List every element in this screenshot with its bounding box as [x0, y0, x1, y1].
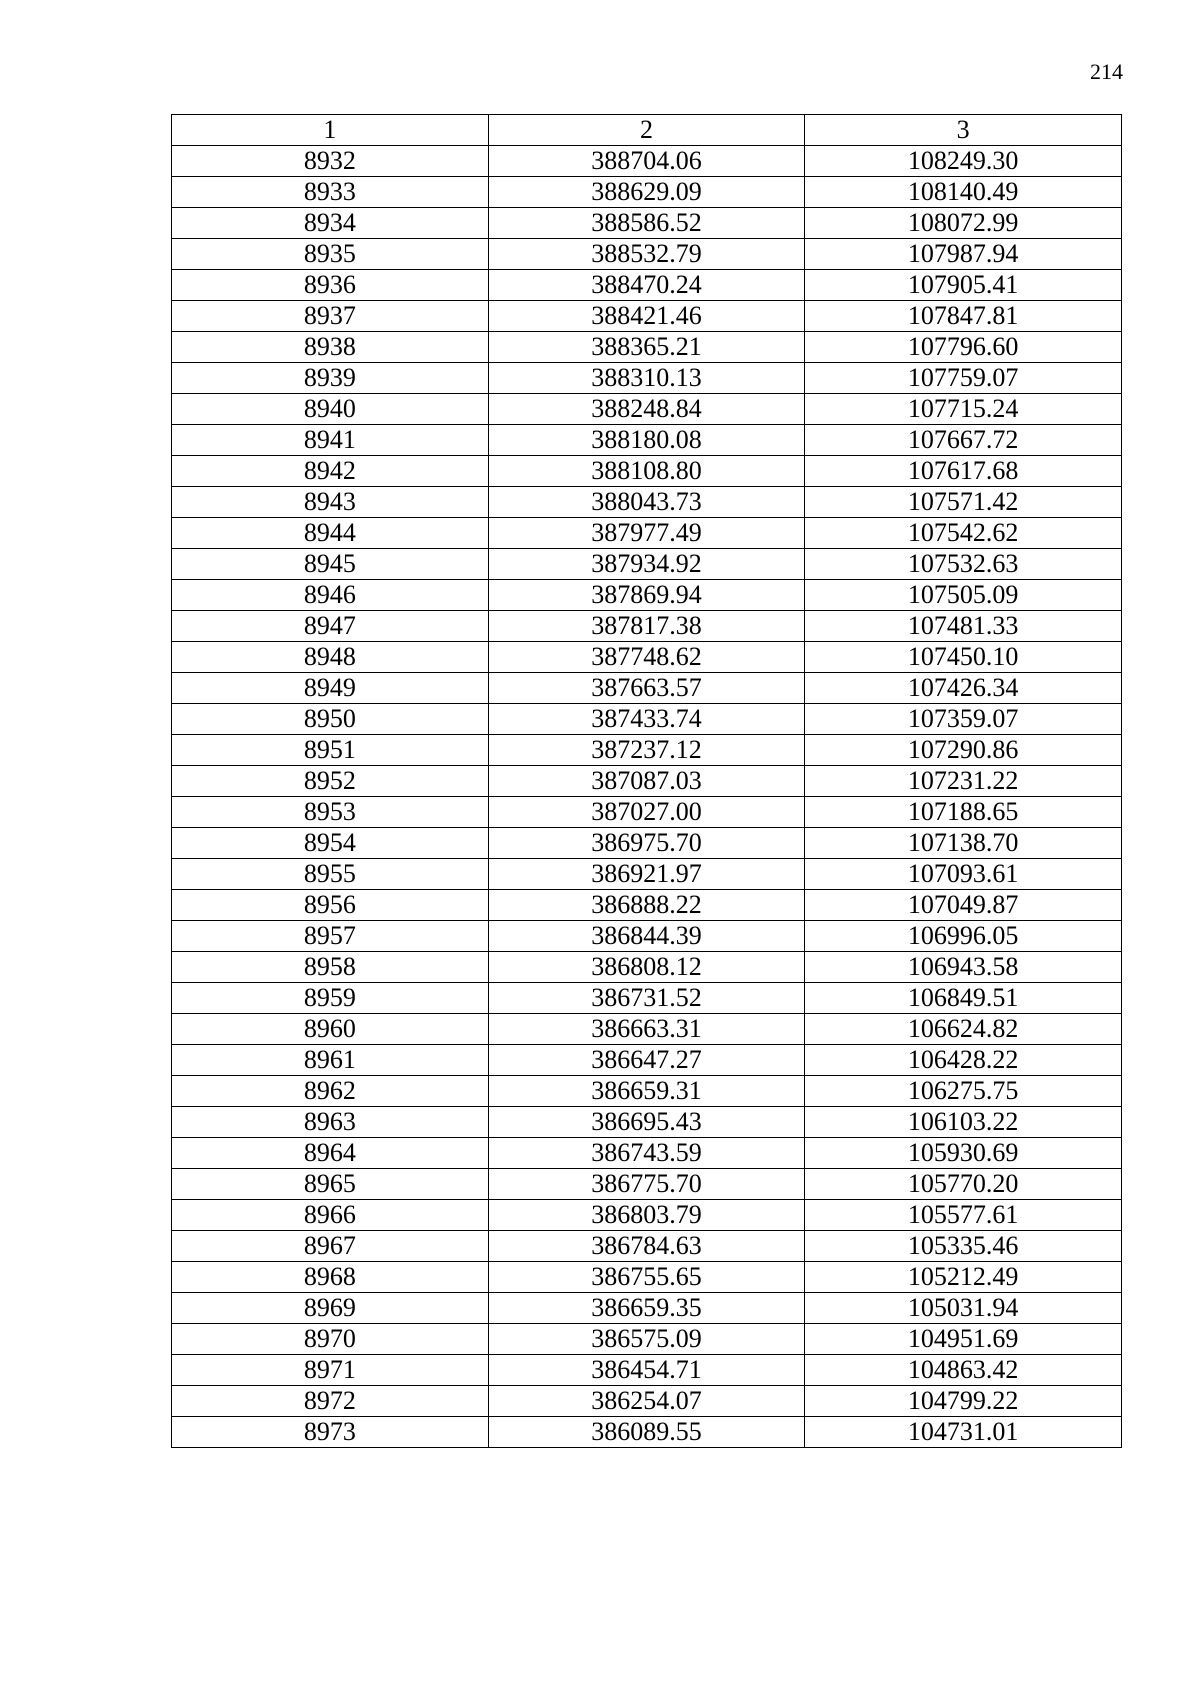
point-number-cell: 8966: [172, 1200, 489, 1231]
x-coordinate-cell: 388421.46: [488, 301, 805, 332]
point-number-cell: 8946: [172, 580, 489, 611]
x-coordinate-cell: 386775.70: [488, 1169, 805, 1200]
x-coordinate-cell: 388704.06: [488, 146, 805, 177]
table-row: [172, 704, 1122, 735]
table-row: [172, 890, 1122, 921]
x-coordinate-cell: 387748.62: [488, 642, 805, 673]
point-number-cell: 8933: [172, 177, 489, 208]
table-header: [172, 115, 1122, 146]
x-coordinate-cell: 386663.31: [488, 1014, 805, 1045]
table-row: [172, 673, 1122, 704]
y-coordinate-cell: 106849.51: [805, 983, 1122, 1014]
x-coordinate-cell: 386755.65: [488, 1262, 805, 1293]
table-row: [172, 859, 1122, 890]
x-coordinate-cell: 388180.08: [488, 425, 805, 456]
point-number-cell: 8957: [172, 921, 489, 952]
point-number-cell: 8947: [172, 611, 489, 642]
y-coordinate-cell: 107617.68: [805, 456, 1122, 487]
point-number-cell: 8950: [172, 704, 489, 735]
x-coordinate-cell: 387663.57: [488, 673, 805, 704]
x-coordinate-cell: 386254.07: [488, 1386, 805, 1417]
table-body: [172, 146, 1122, 1448]
y-coordinate-cell: 107796.60: [805, 332, 1122, 363]
point-number-cell: 8953: [172, 797, 489, 828]
point-number-cell: 8963: [172, 1107, 489, 1138]
y-coordinate-cell: 107049.87: [805, 890, 1122, 921]
point-number-cell: 8965: [172, 1169, 489, 1200]
x-coordinate-cell: 386888.22: [488, 890, 805, 921]
table-row: [172, 766, 1122, 797]
point-number-cell: 8968: [172, 1262, 489, 1293]
x-coordinate-cell: 386743.59: [488, 1138, 805, 1169]
y-coordinate-cell: 107093.61: [805, 859, 1122, 890]
point-number-cell: 8969: [172, 1293, 489, 1324]
x-coordinate-cell: 386454.71: [488, 1355, 805, 1386]
table-row: [172, 177, 1122, 208]
x-coordinate-cell: 387237.12: [488, 735, 805, 766]
table-row: [172, 394, 1122, 425]
y-coordinate-cell: 105031.94: [805, 1293, 1122, 1324]
table-row: [172, 735, 1122, 766]
y-coordinate-cell: 107505.09: [805, 580, 1122, 611]
point-number-cell: 8971: [172, 1355, 489, 1386]
x-coordinate-cell: 386659.35: [488, 1293, 805, 1324]
y-coordinate-cell: 108249.30: [805, 146, 1122, 177]
x-coordinate-cell: 388629.09: [488, 177, 805, 208]
point-number-cell: 8939: [172, 363, 489, 394]
y-coordinate-cell: 107290.86: [805, 735, 1122, 766]
table-row: [172, 797, 1122, 828]
table-row: [172, 549, 1122, 580]
point-number-cell: 8959: [172, 983, 489, 1014]
point-number-cell: 8951: [172, 735, 489, 766]
y-coordinate-cell: 105930.69: [805, 1138, 1122, 1169]
y-coordinate-cell: 105577.61: [805, 1200, 1122, 1231]
column-header-3: 3: [805, 115, 1122, 146]
y-coordinate-cell: 106428.22: [805, 1045, 1122, 1076]
table-row: [172, 1138, 1122, 1169]
table-row: [172, 1107, 1122, 1138]
y-coordinate-cell: 107138.70: [805, 828, 1122, 859]
point-number-cell: 8964: [172, 1138, 489, 1169]
point-number-cell: 8943: [172, 487, 489, 518]
point-number-cell: 8955: [172, 859, 489, 890]
x-coordinate-cell: 387087.03: [488, 766, 805, 797]
table-row: [172, 1355, 1122, 1386]
y-coordinate-cell: 104731.01: [805, 1417, 1122, 1448]
x-coordinate-cell: 386695.43: [488, 1107, 805, 1138]
table-row: [172, 146, 1122, 177]
header-row: [172, 115, 1122, 146]
x-coordinate-cell: 388365.21: [488, 332, 805, 363]
table-row: [172, 1324, 1122, 1355]
y-coordinate-cell: 107847.81: [805, 301, 1122, 332]
page-number: 214: [1090, 59, 1123, 84]
point-number-cell: 8938: [172, 332, 489, 363]
point-number-cell: 8952: [172, 766, 489, 797]
table-row: [172, 332, 1122, 363]
point-number-cell: 8954: [172, 828, 489, 859]
point-number-cell: 8935: [172, 239, 489, 270]
table-row: [172, 456, 1122, 487]
table-row: [172, 1231, 1122, 1262]
x-coordinate-cell: 386647.27: [488, 1045, 805, 1076]
table-row: [172, 580, 1122, 611]
point-number-cell: 8956: [172, 890, 489, 921]
table-row: [172, 301, 1122, 332]
table-row: [172, 611, 1122, 642]
point-number-cell: 8962: [172, 1076, 489, 1107]
table-row: [172, 425, 1122, 456]
x-coordinate-cell: 386089.55: [488, 1417, 805, 1448]
y-coordinate-cell: 108072.99: [805, 208, 1122, 239]
table-row: [172, 1293, 1122, 1324]
x-coordinate-cell: 388310.13: [488, 363, 805, 394]
table-row: [172, 983, 1122, 1014]
point-number-cell: 8940: [172, 394, 489, 425]
table-row: [172, 1417, 1122, 1448]
point-number-cell: 8936: [172, 270, 489, 301]
y-coordinate-cell: 105770.20: [805, 1169, 1122, 1200]
point-number-cell: 8972: [172, 1386, 489, 1417]
y-coordinate-cell: 107359.07: [805, 704, 1122, 735]
column-header-2: 2: [488, 115, 805, 146]
x-coordinate-cell: 388248.84: [488, 394, 805, 425]
table-row: [172, 952, 1122, 983]
y-coordinate-cell: 107542.62: [805, 518, 1122, 549]
x-coordinate-cell: 387433.74: [488, 704, 805, 735]
table-row: [172, 642, 1122, 673]
y-coordinate-cell: 104799.22: [805, 1386, 1122, 1417]
y-coordinate-cell: 107426.34: [805, 673, 1122, 704]
point-number-cell: 8932: [172, 146, 489, 177]
x-coordinate-cell: 386803.79: [488, 1200, 805, 1231]
table-row: [172, 1169, 1122, 1200]
y-coordinate-cell: 107188.65: [805, 797, 1122, 828]
x-coordinate-cell: 387027.00: [488, 797, 805, 828]
x-coordinate-cell: 386784.63: [488, 1231, 805, 1262]
x-coordinate-cell: 387934.92: [488, 549, 805, 580]
y-coordinate-cell: 107571.42: [805, 487, 1122, 518]
table-row: [172, 1045, 1122, 1076]
y-coordinate-cell: 107759.07: [805, 363, 1122, 394]
x-coordinate-cell: 388532.79: [488, 239, 805, 270]
point-number-cell: 8973: [172, 1417, 489, 1448]
x-coordinate-cell: 388043.73: [488, 487, 805, 518]
table-row: [172, 1076, 1122, 1107]
point-number-cell: 8942: [172, 456, 489, 487]
x-coordinate-cell: 386844.39: [488, 921, 805, 952]
column-header-1: 1: [172, 115, 489, 146]
table-row: [172, 239, 1122, 270]
point-number-cell: 8941: [172, 425, 489, 456]
table-row: [172, 487, 1122, 518]
y-coordinate-cell: 106624.82: [805, 1014, 1122, 1045]
point-number-cell: 8934: [172, 208, 489, 239]
x-coordinate-cell: 386975.70: [488, 828, 805, 859]
point-number-cell: 8937: [172, 301, 489, 332]
y-coordinate-cell: 106275.75: [805, 1076, 1122, 1107]
y-coordinate-cell: 107231.22: [805, 766, 1122, 797]
table-row: [172, 518, 1122, 549]
point-number-cell: 8949: [172, 673, 489, 704]
y-coordinate-cell: 105335.46: [805, 1231, 1122, 1262]
coordinates-table: [171, 114, 1122, 1448]
x-coordinate-cell: 386731.52: [488, 983, 805, 1014]
x-coordinate-cell: 386921.97: [488, 859, 805, 890]
y-coordinate-cell: 107905.41: [805, 270, 1122, 301]
table-row: [172, 363, 1122, 394]
x-coordinate-cell: 387869.94: [488, 580, 805, 611]
table-row: [172, 1200, 1122, 1231]
table-row: [172, 208, 1122, 239]
point-number-cell: 8944: [172, 518, 489, 549]
y-coordinate-cell: 108140.49: [805, 177, 1122, 208]
x-coordinate-cell: 386575.09: [488, 1324, 805, 1355]
x-coordinate-cell: 386808.12: [488, 952, 805, 983]
x-coordinate-cell: 387977.49: [488, 518, 805, 549]
x-coordinate-cell: 388108.80: [488, 456, 805, 487]
point-number-cell: 8960: [172, 1014, 489, 1045]
y-coordinate-cell: 104863.42: [805, 1355, 1122, 1386]
x-coordinate-cell: 387817.38: [488, 611, 805, 642]
y-coordinate-cell: 104951.69: [805, 1324, 1122, 1355]
y-coordinate-cell: 107987.94: [805, 239, 1122, 270]
y-coordinate-cell: 107667.72: [805, 425, 1122, 456]
point-number-cell: 8967: [172, 1231, 489, 1262]
table-row: [172, 1014, 1122, 1045]
table-row: [172, 270, 1122, 301]
point-number-cell: 8970: [172, 1324, 489, 1355]
y-coordinate-cell: 105212.49: [805, 1262, 1122, 1293]
x-coordinate-cell: 388470.24: [488, 270, 805, 301]
y-coordinate-cell: 106943.58: [805, 952, 1122, 983]
y-coordinate-cell: 107481.33: [805, 611, 1122, 642]
point-number-cell: 8961: [172, 1045, 489, 1076]
x-coordinate-cell: 388586.52: [488, 208, 805, 239]
point-number-cell: 8945: [172, 549, 489, 580]
x-coordinate-cell: 386659.31: [488, 1076, 805, 1107]
table-row: [172, 921, 1122, 952]
table-row: [172, 1386, 1122, 1417]
table-row: [172, 1262, 1122, 1293]
y-coordinate-cell: 106996.05: [805, 921, 1122, 952]
point-number-cell: 8958: [172, 952, 489, 983]
table-row: [172, 828, 1122, 859]
y-coordinate-cell: 107532.63: [805, 549, 1122, 580]
y-coordinate-cell: 106103.22: [805, 1107, 1122, 1138]
point-number-cell: 8948: [172, 642, 489, 673]
y-coordinate-cell: 107450.10: [805, 642, 1122, 673]
y-coordinate-cell: 107715.24: [805, 394, 1122, 425]
